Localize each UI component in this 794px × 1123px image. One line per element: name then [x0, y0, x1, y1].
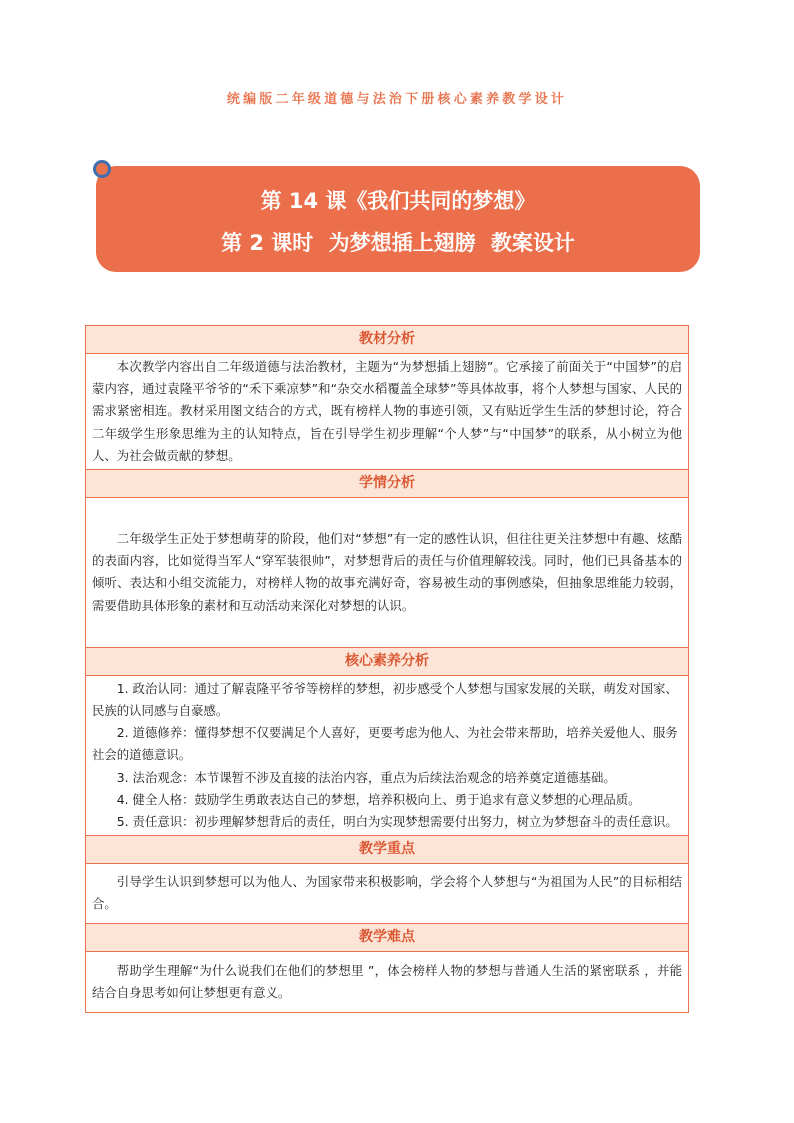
student-analysis-text: 二年级学生正处于梦想萌芽的阶段，他们对“梦想”有一定的感性认识，但往往更关注梦想中有趣、炫酷的表面内容，比如觉得当军人“穿军装很帅”，对梦想背后的责任与价值理解较浅。同时，他们已具备基本的倾听、表达和小组交流能力，对榜样人物的故事充满好奇，容易被生动的事例感染，但抽象思维能力较弱，需要借助具体形象的素材和互动活动来深化对梦想的认识。 — [92, 531, 682, 613]
section-title-key-points: 教学重点 — [86, 836, 688, 864]
section-body-students — [86, 498, 688, 648]
literacy-item: 2. 道德修养：懂得梦想不仅要满足个人喜好，更要考虑为他人、为社会带来帮助，培养关爱他人、服务社会的道德意识。 — [92, 725, 678, 763]
section-body-textbook — [86, 354, 688, 470]
lesson-title: 第 14 课《我们共同的梦想》 — [260, 189, 536, 213]
lesson-doc-type: 教案设计 — [490, 231, 575, 255]
lesson-topic: 为梦想插上翅膀 — [328, 231, 476, 255]
key-points-text: 引导学生认识到梦想可以为他人、为国家带来积极影响，学会将个人梦想与“为祖国为人民”的目标相结合。 — [92, 874, 682, 912]
difficulty-text: 帮助学生理解“为什么说我们在他们的梦想里 ”，体会榜样人物的梦想与普通人生活的紧密联系 ，并能结合自身思考如何让梦想更有意义。 — [92, 962, 682, 1000]
section-body-difficulty — [86, 952, 688, 1012]
section-body-literacy — [86, 676, 688, 836]
document-header: 统编版二年级道德与法治下册核心素养教学设计 — [226, 92, 568, 107]
section-body-key-points — [86, 864, 688, 923]
textbook-analysis-text: 本次教学内容出自二年级道德与法治教材，主题为“为梦想插上翅膀”。它承接了前面关于“中国梦”的启蒙内容，通过袁隆平爷爷的“禾下乘凉梦”和“杂交水稻覆盖全球梦”等具体故事，将个人梦想与国家、人民的需求紧密相连。教材采用图文结合的方式，既有榜样人物的事迹引领，又有贴近学生生活的梦想讨论，符合二年级学生形象思维为主的认知特点，旨在引导学生初步理解“个人梦”与“中国梦”的联系，从小树立为他人、为社会做贡献的梦想。 — [92, 359, 682, 463]
title-banner — [96, 166, 700, 272]
lesson-subtitle — [96, 227, 700, 257]
decorative-dot — [93, 160, 111, 178]
literacy-item: 1. 政治认同：通过了解袁隆平爷爷等榜样的梦想，初步感受个人梦想与国家发展的关联，萌发对国家、民族的认同感与自豪感。 — [92, 680, 678, 719]
section-title-literacy: 核心素养分析 — [86, 648, 688, 676]
section-title-textbook: 教材分析 — [86, 326, 688, 354]
literacy-item: 5. 责任意识：初步理解梦想背后的责任，明白为实现梦想需要付出努力，树立为梦想奋斗的责任意识。 — [116, 814, 678, 830]
literacy-item: 3. 法治观念：本节课暂不涉及直接的法治内容，重点为后续法治观念的培养奠定道德基础。 — [116, 769, 616, 785]
lesson-plan-table — [85, 325, 689, 1013]
lesson-period: 第 2 课时 — [221, 231, 314, 255]
section-title-difficulty: 教学难点 — [86, 924, 688, 952]
literacy-item: 4. 健全人格：鼓励学生勇敢表达自己的梦想，培养积极向上、勇于追求有意义梦想的心理品质。 — [116, 791, 641, 807]
section-title-students: 学情分析 — [86, 470, 688, 498]
